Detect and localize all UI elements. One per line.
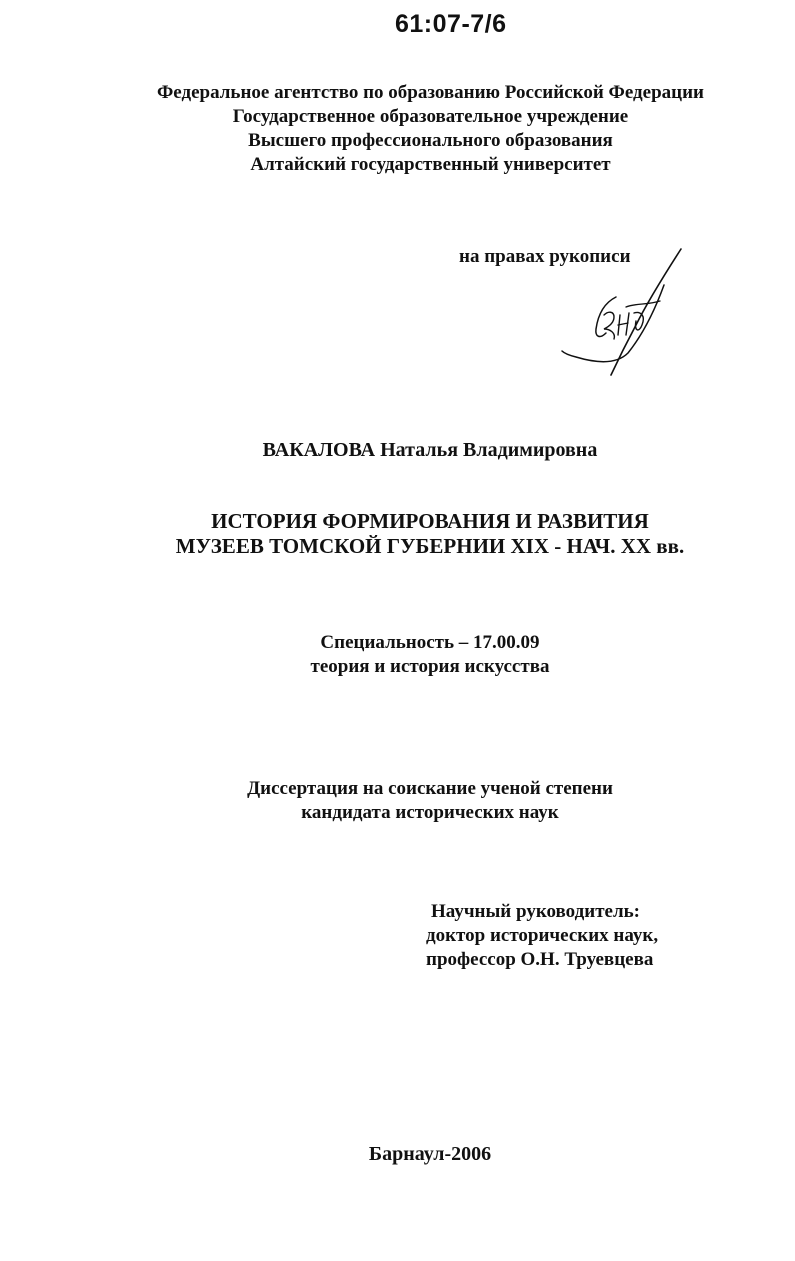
author-name: ВАКАЛОВА Наталья Владимировна: [262, 439, 598, 461]
degree-statement-line-2: кандидата исторических наук: [301, 802, 559, 823]
supervisor-degree: доктор исторических наук,: [426, 925, 659, 946]
institution-line-2: Государственное образовательное учреждение: [232, 106, 629, 127]
archive-code: 61:07-7/6: [395, 10, 507, 38]
degree-statement-line-1: Диссертация на соискание ученой степени: [247, 778, 613, 799]
dissertation-title-line-1: ИСТОРИЯ ФОРМИРОВАНИЯ И РАЗВИТИЯ: [211, 509, 649, 533]
specialty-code: Специальность – 17.00.09: [320, 632, 540, 653]
supervisor-name: профессор О.Н. Труевцева: [426, 949, 654, 970]
dissertation-title-line-2: МУЗЕЕВ ТОМСКОЙ ГУБЕРНИИ XIX - НАЧ. XX вв.: [175, 534, 685, 558]
specialty-name: теория и история искусства: [310, 656, 550, 677]
institution-line-1: Федеральное агентство по образованию Российской Федерации: [156, 82, 704, 103]
institution-line-4: Алтайский государственный университет: [250, 154, 611, 175]
city-year: Барнаул-2006: [368, 1143, 492, 1165]
signature-icon: [556, 245, 686, 380]
supervisor-label: Научный руководитель:: [431, 901, 640, 922]
institution-line-3: Высшего профессионального образования: [248, 130, 613, 151]
rights-note: на правах рукописи: [459, 246, 631, 267]
